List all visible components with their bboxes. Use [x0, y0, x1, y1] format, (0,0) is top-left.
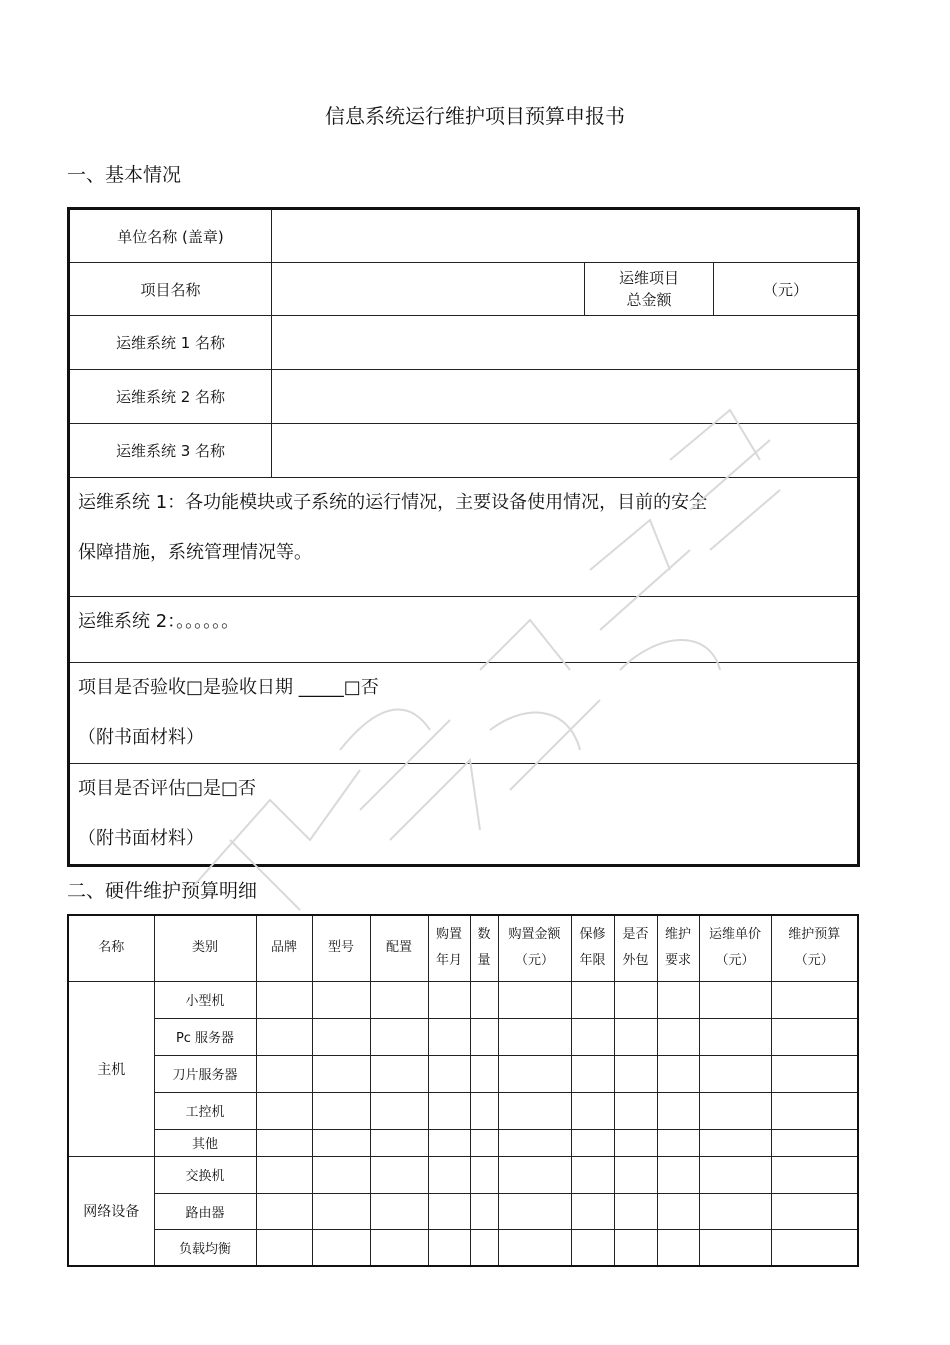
- hardware-input-cell[interactable]: [312, 1193, 370, 1229]
- evaluation-question: 项目是否评估□是□否: [78, 778, 257, 799]
- hardware-group-name: 主机: [68, 981, 154, 1156]
- hardware-header-text: 名称: [98, 940, 125, 956]
- hardware-category: 其他: [154, 1129, 256, 1156]
- hardware-row: [68, 981, 858, 1018]
- system3-row: [69, 424, 859, 478]
- hardware-input-cell[interactable]: [657, 981, 699, 1018]
- document-title: 信息系统运行维护项目预算申报书: [325, 104, 625, 128]
- hardware-input-cell[interactable]: [571, 1193, 614, 1229]
- hardware-input-cell[interactable]: [614, 1193, 657, 1229]
- hardware-header-text: 外包: [622, 953, 649, 969]
- hardware-input-cell[interactable]: [571, 1156, 614, 1193]
- hardware-budget-table: [67, 914, 859, 1267]
- hardware-input-cell[interactable]: [699, 981, 771, 1018]
- hardware-input-cell[interactable]: [498, 1229, 571, 1266]
- hardware-input-cell[interactable]: [470, 1129, 498, 1156]
- hardware-header-text: 品牌: [270, 940, 297, 956]
- hardware-input-cell[interactable]: [312, 1018, 370, 1055]
- hardware-input-cell[interactable]: [312, 1156, 370, 1193]
- hardware-input-cell[interactable]: [370, 1092, 428, 1129]
- hardware-input-cell[interactable]: [614, 1156, 657, 1193]
- hardware-header-cell: [470, 915, 498, 981]
- hardware-header-row: [68, 915, 858, 981]
- hardware-input-cell[interactable]: [470, 1055, 498, 1092]
- hardware-input-cell[interactable]: [256, 1129, 312, 1156]
- hardware-header-text: 维护: [664, 927, 691, 943]
- unit-name-field[interactable]: [272, 209, 859, 263]
- unit-row: [69, 209, 859, 263]
- hardware-input-cell[interactable]: [699, 1018, 771, 1055]
- project-name-field[interactable]: [272, 263, 585, 316]
- project-row: [69, 263, 859, 316]
- hardware-input-cell[interactable]: [498, 1129, 571, 1156]
- system1-description-line1: 运维系统 1：各功能模块或子系统的运行情况，主要设备使用情况，目前的安全: [78, 492, 708, 513]
- hardware-input-cell[interactable]: [657, 1129, 699, 1156]
- hardware-input-cell[interactable]: [771, 1092, 858, 1129]
- acceptance-attachment-note: （附书面材料）: [78, 727, 204, 748]
- hardware-category: 小型机: [154, 981, 256, 1018]
- hardware-row: [68, 1156, 858, 1193]
- total-amount-field[interactable]: （元）: [714, 263, 859, 316]
- hardware-category: 工控机: [154, 1092, 256, 1129]
- hardware-input-cell[interactable]: [428, 1018, 470, 1055]
- hardware-header-cell: [771, 915, 858, 981]
- system1-row: [69, 316, 859, 370]
- hardware-input-cell[interactable]: [771, 981, 858, 1018]
- section-basic-heading: 一、基本情况: [67, 164, 182, 186]
- evaluation-cell[interactable]: [69, 764, 859, 866]
- acceptance-row: [69, 663, 859, 764]
- hardware-header-text: 运维单价: [708, 927, 761, 943]
- hardware-input-cell[interactable]: [699, 1129, 771, 1156]
- system1-description[interactable]: [69, 478, 859, 597]
- hardware-input-cell[interactable]: [428, 1229, 470, 1266]
- hardware-input-cell[interactable]: [312, 1129, 370, 1156]
- system2-name-field[interactable]: [272, 370, 859, 424]
- hardware-header-cell: [370, 915, 428, 981]
- hardware-input-cell[interactable]: [498, 1055, 571, 1092]
- hardware-input-cell[interactable]: [498, 1193, 571, 1229]
- hardware-input-cell[interactable]: [498, 1092, 571, 1129]
- hardware-input-cell[interactable]: [470, 1018, 498, 1055]
- hardware-input-cell[interactable]: [256, 1092, 312, 1129]
- hardware-input-cell[interactable]: [699, 1193, 771, 1229]
- hardware-header-cell: [428, 915, 470, 981]
- hardware-input-cell[interactable]: [571, 1229, 614, 1266]
- hardware-header-cell: [154, 915, 256, 981]
- hardware-header-text: 数: [477, 927, 491, 943]
- hardware-input-cell[interactable]: [370, 1193, 428, 1229]
- hardware-input-cell[interactable]: [498, 1156, 571, 1193]
- hardware-input-cell[interactable]: [428, 1193, 470, 1229]
- hardware-category: 交换机: [154, 1156, 256, 1193]
- hardware-header-cell: [312, 915, 370, 981]
- system3-name-field[interactable]: [272, 424, 859, 478]
- hardware-input-cell[interactable]: [370, 1129, 428, 1156]
- hardware-header-text: （元）: [514, 953, 554, 969]
- hardware-input-cell[interactable]: [571, 1092, 614, 1129]
- hardware-input-cell[interactable]: [771, 1193, 858, 1229]
- hardware-row: [68, 1092, 858, 1129]
- hardware-input-cell[interactable]: [657, 1229, 699, 1266]
- evaluation-attachment-note: （附书面材料）: [78, 828, 204, 849]
- hardware-input-cell[interactable]: [771, 1229, 858, 1266]
- hardware-input-cell[interactable]: [614, 1092, 657, 1129]
- hardware-input-cell[interactable]: [370, 981, 428, 1018]
- hardware-input-cell[interactable]: [256, 1055, 312, 1092]
- hardware-header-text: 类别: [191, 940, 218, 956]
- hardware-header-text: 型号: [327, 940, 354, 956]
- hardware-row: [68, 1129, 858, 1156]
- system2-row: [69, 370, 859, 424]
- hardware-input-cell[interactable]: [771, 1055, 858, 1092]
- hardware-category: 负载均衡: [154, 1229, 256, 1266]
- hardware-header-text: 维护预算: [788, 927, 841, 943]
- project-name-label: 项目名称: [69, 263, 272, 316]
- hardware-input-cell[interactable]: [256, 1193, 312, 1229]
- hardware-input-cell[interactable]: [614, 1229, 657, 1266]
- system1-description-line2: 保障措施，系统管理情况等。: [78, 542, 312, 563]
- hardware-input-cell[interactable]: [428, 1156, 470, 1193]
- hardware-input-cell[interactable]: [312, 1229, 370, 1266]
- hardware-row: [68, 1229, 858, 1266]
- acceptance-cell[interactable]: [69, 663, 859, 764]
- hardware-input-cell[interactable]: [699, 1156, 771, 1193]
- system1-name-label: 运维系统 1 名称: [69, 316, 272, 370]
- hardware-row: [68, 1193, 858, 1229]
- hardware-input-cell[interactable]: [614, 1055, 657, 1092]
- hardware-input-cell[interactable]: [370, 1055, 428, 1092]
- hardware-header-text: 配置: [385, 940, 412, 956]
- hardware-input-cell[interactable]: [470, 1193, 498, 1229]
- system2-desc-row: [69, 597, 859, 663]
- hardware-header-text: （元）: [715, 953, 755, 969]
- hardware-input-cell[interactable]: [428, 1129, 470, 1156]
- system2-description-text: 运维系统 2：。。。。。。: [78, 611, 240, 632]
- hardware-header-cell: [68, 915, 154, 981]
- hardware-input-cell[interactable]: [470, 981, 498, 1018]
- hardware-input-cell[interactable]: [256, 1156, 312, 1193]
- hardware-input-cell[interactable]: [370, 1156, 428, 1193]
- hardware-input-cell[interactable]: [498, 1018, 571, 1055]
- hardware-header-text: （元）: [794, 953, 834, 969]
- hardware-input-cell[interactable]: [428, 981, 470, 1018]
- section-hardware-heading: 二、硬件维护预算明细: [67, 880, 258, 902]
- hardware-input-cell[interactable]: [657, 1055, 699, 1092]
- hardware-input-cell[interactable]: [571, 1018, 614, 1055]
- hardware-input-cell[interactable]: [699, 1092, 771, 1129]
- unit-name-label: 单位名称 (盖章): [69, 209, 272, 263]
- hardware-category: 路由器: [154, 1193, 256, 1229]
- hardware-header-cell: [657, 915, 699, 981]
- hardware-row: [68, 1055, 858, 1092]
- hardware-header-cell: [571, 915, 614, 981]
- hardware-input-cell[interactable]: [614, 1018, 657, 1055]
- hardware-header-text: 购置金额: [508, 927, 561, 943]
- hardware-input-cell[interactable]: [312, 981, 370, 1018]
- hardware-header-text: 是否: [622, 927, 649, 943]
- hardware-input-cell[interactable]: [428, 1092, 470, 1129]
- total-amount-label: [585, 263, 714, 316]
- hardware-header-cell: [699, 915, 771, 981]
- hardware-header-text: 保修: [579, 927, 606, 943]
- evaluation-row: [69, 764, 859, 866]
- hardware-input-cell[interactable]: [571, 1129, 614, 1156]
- hardware-body: [68, 981, 858, 1266]
- hardware-input-cell[interactable]: [370, 1229, 428, 1266]
- system3-name-label: 运维系统 3 名称: [69, 424, 272, 478]
- hardware-input-cell[interactable]: [699, 1055, 771, 1092]
- hardware-header-cell: [614, 915, 657, 981]
- hardware-input-cell[interactable]: [256, 981, 312, 1018]
- basic-info-table: [67, 207, 860, 867]
- hardware-category: Pc 服务器: [154, 1018, 256, 1055]
- system2-name-label: 运维系统 2 名称: [69, 370, 272, 424]
- hardware-input-cell[interactable]: [571, 1055, 614, 1092]
- hardware-header-text: 年月: [435, 953, 462, 969]
- hardware-input-cell[interactable]: [498, 981, 571, 1018]
- hardware-header-cell: [498, 915, 571, 981]
- hardware-group-name: 网络设备: [68, 1156, 154, 1266]
- system2-description[interactable]: [69, 597, 859, 663]
- hardware-input-cell[interactable]: [771, 1018, 858, 1055]
- total-amount-label-line1: 运维项目: [618, 269, 679, 287]
- hardware-input-cell[interactable]: [657, 1018, 699, 1055]
- hardware-input-cell[interactable]: [312, 1055, 370, 1092]
- system1-desc-row: [69, 478, 859, 597]
- hardware-category: 刀片服务器: [154, 1055, 256, 1092]
- hardware-input-cell[interactable]: [470, 1229, 498, 1266]
- hardware-input-cell[interactable]: [370, 1018, 428, 1055]
- hardware-input-cell[interactable]: [771, 1129, 858, 1156]
- hardware-input-cell[interactable]: [614, 981, 657, 1018]
- hardware-input-cell[interactable]: [614, 1129, 657, 1156]
- hardware-input-cell[interactable]: [699, 1229, 771, 1266]
- hardware-header-text: 年限: [579, 953, 606, 969]
- hardware-header-cell: [256, 915, 312, 981]
- hardware-input-cell[interactable]: [256, 1229, 312, 1266]
- hardware-header-text: 要求: [664, 953, 691, 969]
- total-amount-label-line2: 总金额: [626, 291, 672, 309]
- hardware-header-text: 量: [477, 953, 491, 969]
- hardware-input-cell[interactable]: [657, 1156, 699, 1193]
- hardware-header-text: 购置: [435, 927, 462, 943]
- hardware-input-cell[interactable]: [256, 1018, 312, 1055]
- hardware-input-cell[interactable]: [771, 1156, 858, 1193]
- hardware-input-cell[interactable]: [470, 1092, 498, 1129]
- hardware-input-cell[interactable]: [312, 1092, 370, 1129]
- hardware-input-cell[interactable]: [470, 1156, 498, 1193]
- hardware-input-cell[interactable]: [428, 1055, 470, 1092]
- hardware-input-cell[interactable]: [657, 1193, 699, 1229]
- hardware-input-cell[interactable]: [571, 981, 614, 1018]
- system1-name-field[interactable]: [272, 316, 859, 370]
- hardware-input-cell[interactable]: [657, 1092, 699, 1129]
- hardware-row: [68, 1018, 858, 1055]
- acceptance-question: 项目是否验收□是验收日期 _____□否: [78, 677, 379, 698]
